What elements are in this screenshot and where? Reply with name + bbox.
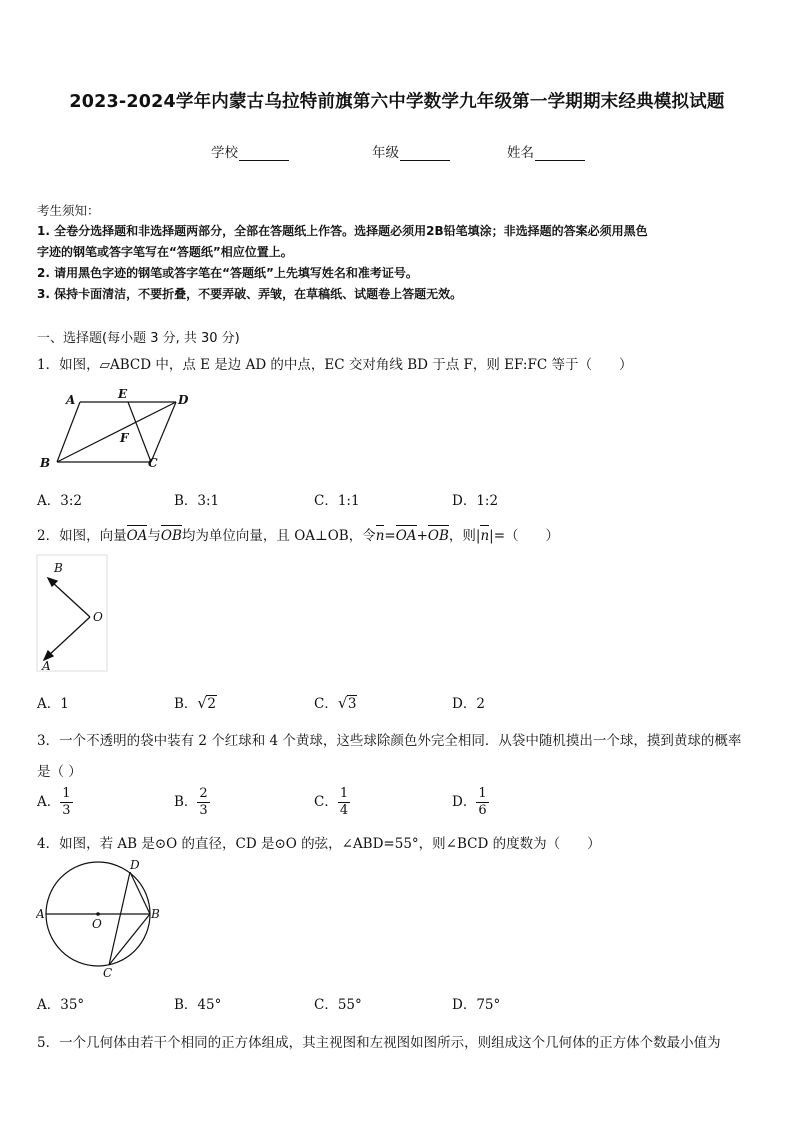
school-label: 学校 (211, 145, 238, 161)
q3-option-c-label: C． (314, 794, 338, 810)
label-A: A (66, 393, 76, 407)
sqrt-2: √ 2 (197, 694, 217, 712)
label-O: O (93, 610, 103, 624)
q3-option-d[interactable] (452, 786, 489, 819)
question-5-text: 5．一个几何体由若干个相同的正方体组成，其主视图和左视图如图所示，则组成这个几何体的正方体个数最小值为 (37, 1035, 721, 1051)
q3-option-d-label: D． (452, 794, 477, 810)
fraction-1-6: $\frac{1}{6}$ (478, 786, 487, 818)
grade-label: 年级 (372, 145, 399, 161)
edge-AB (57, 402, 80, 462)
school-field[interactable] (211, 141, 289, 161)
vector-n-2: n (480, 528, 490, 544)
q1-option-d[interactable]: D．1:2 (452, 493, 499, 509)
question-3-text-line2: 是（ ） (37, 764, 82, 780)
notice-item-1-cont: 字迹的钢笔或答字笔写在“答题纸”相应位置上。 (37, 245, 293, 259)
label-B: B (151, 907, 160, 921)
label-B: B (54, 561, 63, 575)
q1-option-a[interactable]: A．3:2 (37, 493, 82, 509)
question-3-text-line1: 3．一个不透明的袋中装有 2 个红球和 4 个黄球，这些球除颜色外完全相同．从袋中随机摸出一个球，摸到黄球的概率 (37, 733, 742, 749)
parallelogram-figure (36, 386, 196, 472)
circle-figure (36, 856, 166, 980)
name-field[interactable] (507, 141, 585, 161)
q4-option-d[interactable]: D．75° (452, 997, 501, 1013)
q2-option-b-label: B． (174, 696, 198, 712)
q2-option-c[interactable] (314, 692, 357, 712)
candidate-notice (37, 200, 761, 305)
q3-option-b[interactable] (174, 786, 210, 819)
segment-EC (128, 402, 151, 462)
grade-field[interactable] (372, 141, 450, 161)
q2-option-d[interactable]: D．2 (452, 696, 485, 712)
q2-plus: + (416, 528, 428, 544)
edge-DC (151, 402, 176, 462)
vector-oa: OA (126, 528, 148, 544)
fraction-2-3: $\frac{2}{3}$ (199, 786, 208, 818)
sqrt-3-radicand: 3 (347, 696, 357, 712)
student-info-fields (0, 141, 794, 161)
q3-option-b-label: B． (174, 794, 198, 810)
q1-option-c[interactable]: C．1:1 (314, 493, 360, 509)
chord-DB (130, 872, 150, 914)
label-C: C (103, 966, 113, 980)
q2-text-mid1: 与 (147, 528, 161, 544)
q4-option-b[interactable]: B．45° (174, 997, 222, 1013)
q2-option-b[interactable] (174, 692, 217, 712)
fraction-1-4: $\frac{1}{4}$ (339, 786, 349, 818)
vector-oa-line (48, 617, 90, 656)
label-D: D (130, 858, 140, 872)
notice-item-1: 1. 全卷分选择题和非选择题两部分，全部在答题纸上作答。选择题必须用2B铅笔填涂；非选择题的答案必须用黑色 (37, 224, 648, 238)
q4-option-c[interactable]: C．55° (314, 997, 362, 1013)
vector-figure (36, 554, 110, 674)
label-B: B (40, 456, 51, 470)
q2-text-post2: |=（ ） (489, 528, 560, 544)
q2-text-mid2: 均为单位向量，且 OA⊥OB，令 (181, 528, 376, 544)
q3-option-a[interactable] (37, 786, 73, 819)
sqrt-3: √ 3 (337, 694, 357, 712)
notice-item-3: 3. 保持卡面清洁，不要折叠，不要弄破、弄皱，在草稿纸、试题卷上答题无效。 (37, 287, 463, 301)
vector-n: n (375, 528, 385, 544)
question-4-text: 4．如图，若 AB 是⊙O 的直径，CD 是⊙O 的弦，∠ABD=55°，则∠BCD 的度数为（ ） (37, 836, 601, 852)
question-1-text: 1．如图，▱ABCD 中，点 E 是边 AD 的中点，EC 交对角线 BD 于点 F，则 EF:FC 等于（ ） (37, 357, 633, 373)
section-heading: 一、选择题(每小题 3 分, 共 30 分) (37, 331, 240, 346)
notice-item-2: 2. 请用黑色字迹的钢笔或答字笔在“答题纸”上先填写姓名和准考证号。 (37, 266, 418, 280)
label-C: C (148, 456, 158, 470)
center-point (96, 912, 100, 916)
sqrt-2-radicand: 2 (207, 696, 217, 712)
label-E: E (118, 387, 128, 401)
notice-heading: 考生须知： (37, 203, 100, 218)
fraction-1-3: $\frac{1}{3}$ (62, 786, 71, 818)
diagonal-BD (57, 402, 176, 462)
label-D: D (178, 393, 189, 407)
vector-ob: OB (160, 528, 182, 544)
q4-option-a[interactable]: A．35° (37, 997, 85, 1013)
q3-option-c[interactable] (314, 786, 350, 819)
vector-oa-2: OA (395, 528, 417, 544)
q2-option-a[interactable]: A．1 (37, 696, 69, 712)
question-2-text (37, 524, 559, 544)
q3-option-a-label: A． (37, 794, 61, 810)
label-A: A (36, 907, 45, 921)
exam-title: 2023-2024学年内蒙古乌拉特前旗第六中学数学九年级第一学期期末经典模拟试题 (69, 92, 725, 112)
vector-ob-2: OB (427, 528, 449, 544)
label-A: A (42, 659, 51, 673)
label-O: O (92, 917, 102, 931)
q2-text-post: ，则| (448, 528, 481, 544)
q1-option-b[interactable]: B．3:1 (174, 493, 220, 509)
vector-ob-line (52, 582, 90, 617)
q2-eq: = (384, 528, 396, 544)
q2-option-c-label: C． (314, 696, 338, 712)
q2-text-pre: 2．如图，向量 (37, 528, 127, 544)
name-label: 姓名 (507, 145, 534, 161)
label-F: F (120, 431, 129, 445)
